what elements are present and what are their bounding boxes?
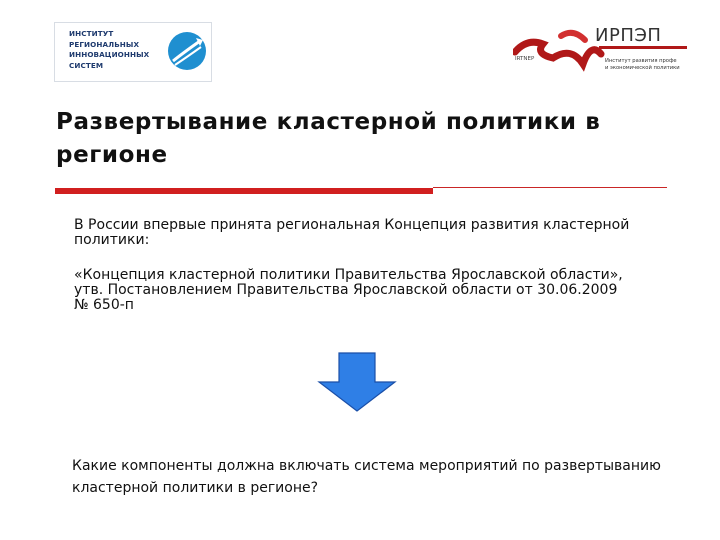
arrow-circle-logo-icon	[167, 31, 207, 71]
institute-logo	[54, 22, 212, 82]
logo-title: ИРПЭП	[595, 25, 662, 46]
intro-paragraph: В России впервые принята региональная Концепция развития кластерной политики:	[74, 217, 630, 248]
title-divider	[433, 187, 667, 188]
irpep-logo	[513, 24, 688, 80]
institute-logo-text	[69, 29, 149, 71]
down-arrow-icon	[317, 352, 397, 412]
question-text: Какие компоненты должна включать система мероприятий по развертыванию кластерной политики в регионе?	[72, 458, 661, 496]
concept-paragraph: «Концепция кластерной политики Правительства Ярославской области», утв. Постановлением Правительства Ярославской области от 30.06.2009 № 650-п	[74, 267, 623, 313]
logo-tag: IRTNEP	[515, 56, 535, 62]
title-underline	[55, 188, 433, 194]
logo-line: ИННОВАЦИОННЫХ	[69, 50, 150, 60]
logo-subtitle: Институт развития профе	[605, 58, 677, 64]
slide-title: Развертывание кластерной политики в регионе	[56, 109, 601, 168]
logo-line: РЕГИОНАЛЬНЫХ	[69, 39, 140, 49]
logo-line: СИСТЕМ	[69, 60, 104, 70]
logo-line: ИНСТИТУТ	[69, 29, 114, 38]
logo-subtitle: и экономической политики	[605, 65, 680, 71]
